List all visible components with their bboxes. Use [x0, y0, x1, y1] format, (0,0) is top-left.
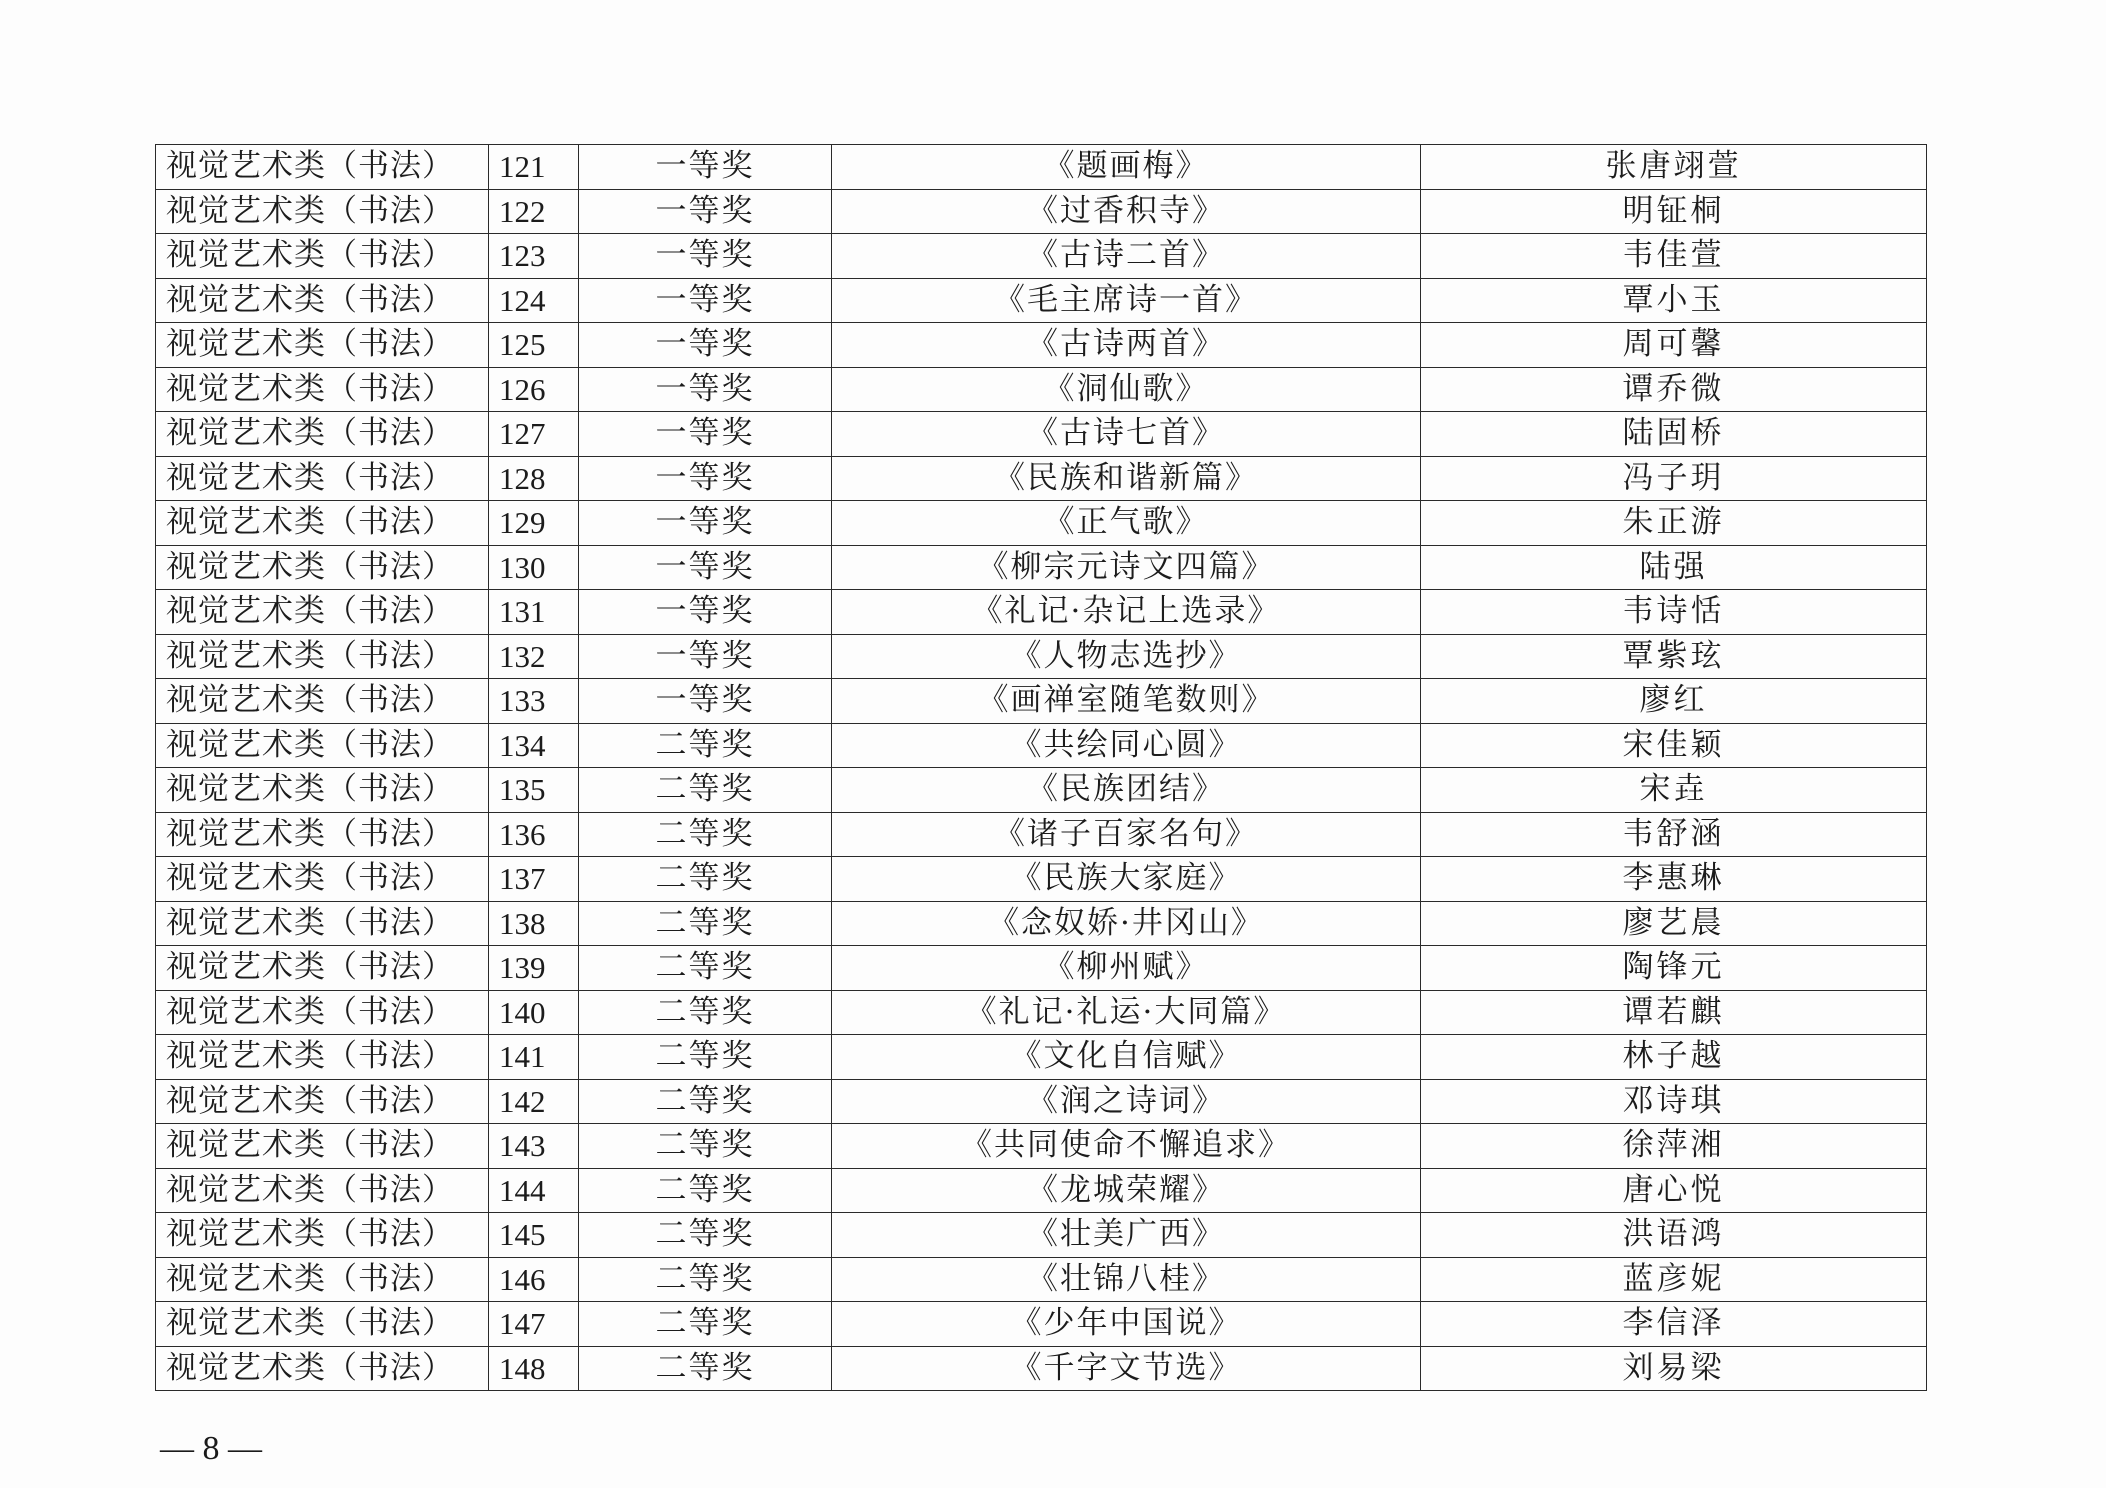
- award-level-cell: 二等奖: [579, 1257, 832, 1302]
- winner-name-cell: 明钲桐: [1421, 189, 1927, 234]
- number-cell: 121: [489, 145, 579, 190]
- work-title-cell: 《润之诗词》: [832, 1079, 1421, 1124]
- winner-name-cell: 韦舒涵: [1421, 812, 1927, 857]
- number-cell: 126: [489, 367, 579, 412]
- award-level-cell: 二等奖: [579, 1168, 832, 1213]
- award-level-cell: 二等奖: [579, 946, 832, 991]
- work-title-cell: 《千字文节选》: [832, 1346, 1421, 1391]
- award-level-cell: 二等奖: [579, 1213, 832, 1258]
- number-cell: 136: [489, 812, 579, 857]
- work-title-cell: 《共绘同心圆》: [832, 723, 1421, 768]
- table-row: [156, 723, 1927, 768]
- category-cell: 视觉艺术类（书法）: [156, 1302, 489, 1347]
- category-cell: 视觉艺术类（书法）: [156, 1346, 489, 1391]
- work-title-cell: 《壮锦八桂》: [832, 1257, 1421, 1302]
- table-row: [156, 412, 1927, 457]
- award-level-cell: 二等奖: [579, 1302, 832, 1347]
- winner-name-cell: 蓝彦妮: [1421, 1257, 1927, 1302]
- work-title-cell: 《民族团结》: [832, 768, 1421, 813]
- award-level-cell: 二等奖: [579, 768, 832, 813]
- work-title-cell: 《画禅室随笔数则》: [832, 679, 1421, 724]
- number-cell: 146: [489, 1257, 579, 1302]
- award-level-cell: 二等奖: [579, 1079, 832, 1124]
- winner-name-cell: 宋佳颖: [1421, 723, 1927, 768]
- winner-name-cell: 韦佳萱: [1421, 234, 1927, 279]
- table-row: [156, 189, 1927, 234]
- work-title-cell: 《人物志选抄》: [832, 634, 1421, 679]
- table-row: [156, 545, 1927, 590]
- table-row: [156, 634, 1927, 679]
- category-cell: 视觉艺术类（书法）: [156, 946, 489, 991]
- winner-name-cell: 林子越: [1421, 1035, 1927, 1080]
- winner-name-cell: 覃小玉: [1421, 278, 1927, 323]
- number-cell: 141: [489, 1035, 579, 1080]
- table-row: [156, 456, 1927, 501]
- category-cell: 视觉艺术类（书法）: [156, 1168, 489, 1213]
- work-title-cell: 《念奴娇·井冈山》: [832, 901, 1421, 946]
- number-cell: 122: [489, 189, 579, 234]
- work-title-cell: 《民族大家庭》: [832, 857, 1421, 902]
- award-level-cell: 一等奖: [579, 234, 832, 279]
- number-cell: 133: [489, 679, 579, 724]
- work-title-cell: 《古诗七首》: [832, 412, 1421, 457]
- awards-table: [155, 144, 1927, 1391]
- winner-name-cell: 李信泽: [1421, 1302, 1927, 1347]
- work-title-cell: 《正气歌》: [832, 501, 1421, 546]
- number-cell: 123: [489, 234, 579, 279]
- number-cell: 127: [489, 412, 579, 457]
- winner-name-cell: 邓诗琪: [1421, 1079, 1927, 1124]
- table-row: [156, 768, 1927, 813]
- category-cell: 视觉艺术类（书法）: [156, 857, 489, 902]
- number-cell: 144: [489, 1168, 579, 1213]
- winner-name-cell: 陆强: [1421, 545, 1927, 590]
- category-cell: 视觉艺术类（书法）: [156, 323, 489, 368]
- award-level-cell: 一等奖: [579, 278, 832, 323]
- work-title-cell: 《诸子百家名句》: [832, 812, 1421, 857]
- table-row: [156, 323, 1927, 368]
- award-level-cell: 一等奖: [579, 634, 832, 679]
- category-cell: 视觉艺术类（书法）: [156, 1257, 489, 1302]
- number-cell: 148: [489, 1346, 579, 1391]
- table-row: [156, 1346, 1927, 1391]
- category-cell: 视觉艺术类（书法）: [156, 768, 489, 813]
- category-cell: 视觉艺术类（书法）: [156, 812, 489, 857]
- work-title-cell: 《少年中国说》: [832, 1302, 1421, 1347]
- category-cell: 视觉艺术类（书法）: [156, 367, 489, 412]
- winner-name-cell: 李惠琳: [1421, 857, 1927, 902]
- number-cell: 131: [489, 590, 579, 635]
- category-cell: 视觉艺术类（书法）: [156, 723, 489, 768]
- number-cell: 137: [489, 857, 579, 902]
- winner-name-cell: 张唐翊萱: [1421, 145, 1927, 190]
- category-cell: 视觉艺术类（书法）: [156, 412, 489, 457]
- number-cell: 142: [489, 1079, 579, 1124]
- category-cell: 视觉艺术类（书法）: [156, 590, 489, 635]
- number-cell: 124: [489, 278, 579, 323]
- award-level-cell: 一等奖: [579, 412, 832, 457]
- table-row: [156, 946, 1927, 991]
- work-title-cell: 《题画梅》: [832, 145, 1421, 190]
- category-cell: 视觉艺术类（书法）: [156, 1213, 489, 1258]
- work-title-cell: 《柳宗元诗文四篇》: [832, 545, 1421, 590]
- award-level-cell: 二等奖: [579, 1035, 832, 1080]
- table-row: [156, 1213, 1927, 1258]
- award-level-cell: 二等奖: [579, 723, 832, 768]
- category-cell: 视觉艺术类（书法）: [156, 1035, 489, 1080]
- table-row: [156, 367, 1927, 412]
- category-cell: 视觉艺术类（书法）: [156, 634, 489, 679]
- award-level-cell: 二等奖: [579, 990, 832, 1035]
- category-cell: 视觉艺术类（书法）: [156, 901, 489, 946]
- winner-name-cell: 洪语鸿: [1421, 1213, 1927, 1258]
- table-row: [156, 1257, 1927, 1302]
- award-level-cell: 一等奖: [579, 189, 832, 234]
- winner-name-cell: 韦诗恬: [1421, 590, 1927, 635]
- award-level-cell: 一等奖: [579, 679, 832, 724]
- number-cell: 134: [489, 723, 579, 768]
- award-level-cell: 二等奖: [579, 812, 832, 857]
- number-cell: 140: [489, 990, 579, 1035]
- table-row: [156, 234, 1927, 279]
- winner-name-cell: 徐萍湘: [1421, 1124, 1927, 1169]
- table-row: [156, 990, 1927, 1035]
- award-level-cell: 一等奖: [579, 590, 832, 635]
- work-title-cell: 《过香积寺》: [832, 189, 1421, 234]
- winner-name-cell: 冯子玥: [1421, 456, 1927, 501]
- table-row: [156, 901, 1927, 946]
- table-row: [156, 857, 1927, 902]
- table-row: [156, 501, 1927, 546]
- awards-table-body: [156, 145, 1927, 1391]
- work-title-cell: 《共同使命不懈追求》: [832, 1124, 1421, 1169]
- category-cell: 视觉艺术类（书法）: [156, 1124, 489, 1169]
- number-cell: 130: [489, 545, 579, 590]
- award-level-cell: 二等奖: [579, 1346, 832, 1391]
- category-cell: 视觉艺术类（书法）: [156, 278, 489, 323]
- category-cell: 视觉艺术类（书法）: [156, 456, 489, 501]
- table-row: [156, 1124, 1927, 1169]
- winner-name-cell: 陆固桥: [1421, 412, 1927, 457]
- number-cell: 129: [489, 501, 579, 546]
- work-title-cell: 《民族和谐新篇》: [832, 456, 1421, 501]
- work-title-cell: 《礼记·杂记上选录》: [832, 590, 1421, 635]
- work-title-cell: 《礼记·礼运·大同篇》: [832, 990, 1421, 1035]
- page-number: — 8 —: [160, 1430, 262, 1467]
- category-cell: 视觉艺术类（书法）: [156, 189, 489, 234]
- award-level-cell: 一等奖: [579, 456, 832, 501]
- table-row: [156, 145, 1927, 190]
- table-row: [156, 679, 1927, 724]
- number-cell: 132: [489, 634, 579, 679]
- winner-name-cell: 廖红: [1421, 679, 1927, 724]
- table-row: [156, 278, 1927, 323]
- number-cell: 125: [489, 323, 579, 368]
- work-title-cell: 《柳州赋》: [832, 946, 1421, 991]
- category-cell: 视觉艺术类（书法）: [156, 990, 489, 1035]
- number-cell: 139: [489, 946, 579, 991]
- winner-name-cell: 覃紫玹: [1421, 634, 1927, 679]
- work-title-cell: 《古诗两首》: [832, 323, 1421, 368]
- work-title-cell: 《毛主席诗一首》: [832, 278, 1421, 323]
- table-row: [156, 1079, 1927, 1124]
- award-level-cell: 一等奖: [579, 545, 832, 590]
- number-cell: 135: [489, 768, 579, 813]
- number-cell: 128: [489, 456, 579, 501]
- table-row: [156, 1302, 1927, 1347]
- winner-name-cell: 唐心悦: [1421, 1168, 1927, 1213]
- number-cell: 145: [489, 1213, 579, 1258]
- award-level-cell: 二等奖: [579, 857, 832, 902]
- category-cell: 视觉艺术类（书法）: [156, 545, 489, 590]
- category-cell: 视觉艺术类（书法）: [156, 145, 489, 190]
- winner-name-cell: 陶锋元: [1421, 946, 1927, 991]
- award-level-cell: 一等奖: [579, 501, 832, 546]
- work-title-cell: 《洞仙歌》: [832, 367, 1421, 412]
- category-cell: 视觉艺术类（书法）: [156, 234, 489, 279]
- table-row: [156, 1035, 1927, 1080]
- award-level-cell: 二等奖: [579, 1124, 832, 1169]
- category-cell: 视觉艺术类（书法）: [156, 1079, 489, 1124]
- category-cell: 视觉艺术类（书法）: [156, 501, 489, 546]
- winner-name-cell: 周可馨: [1421, 323, 1927, 368]
- winner-name-cell: 谭乔微: [1421, 367, 1927, 412]
- award-level-cell: 一等奖: [579, 367, 832, 412]
- number-cell: 147: [489, 1302, 579, 1347]
- work-title-cell: 《龙城荣耀》: [832, 1168, 1421, 1213]
- number-cell: 143: [489, 1124, 579, 1169]
- number-cell: 138: [489, 901, 579, 946]
- category-cell: 视觉艺术类（书法）: [156, 679, 489, 724]
- winner-name-cell: 宋垚: [1421, 768, 1927, 813]
- table-row: [156, 1168, 1927, 1213]
- winner-name-cell: 谭若麒: [1421, 990, 1927, 1035]
- winner-name-cell: 刘易梁: [1421, 1346, 1927, 1391]
- award-level-cell: 一等奖: [579, 323, 832, 368]
- table-row: [156, 812, 1927, 857]
- winner-name-cell: 廖艺晨: [1421, 901, 1927, 946]
- work-title-cell: 《壮美广西》: [832, 1213, 1421, 1258]
- winner-name-cell: 朱正游: [1421, 501, 1927, 546]
- award-level-cell: 一等奖: [579, 145, 832, 190]
- award-level-cell: 二等奖: [579, 901, 832, 946]
- work-title-cell: 《文化自信赋》: [832, 1035, 1421, 1080]
- work-title-cell: 《古诗二首》: [832, 234, 1421, 279]
- table-row: [156, 590, 1927, 635]
